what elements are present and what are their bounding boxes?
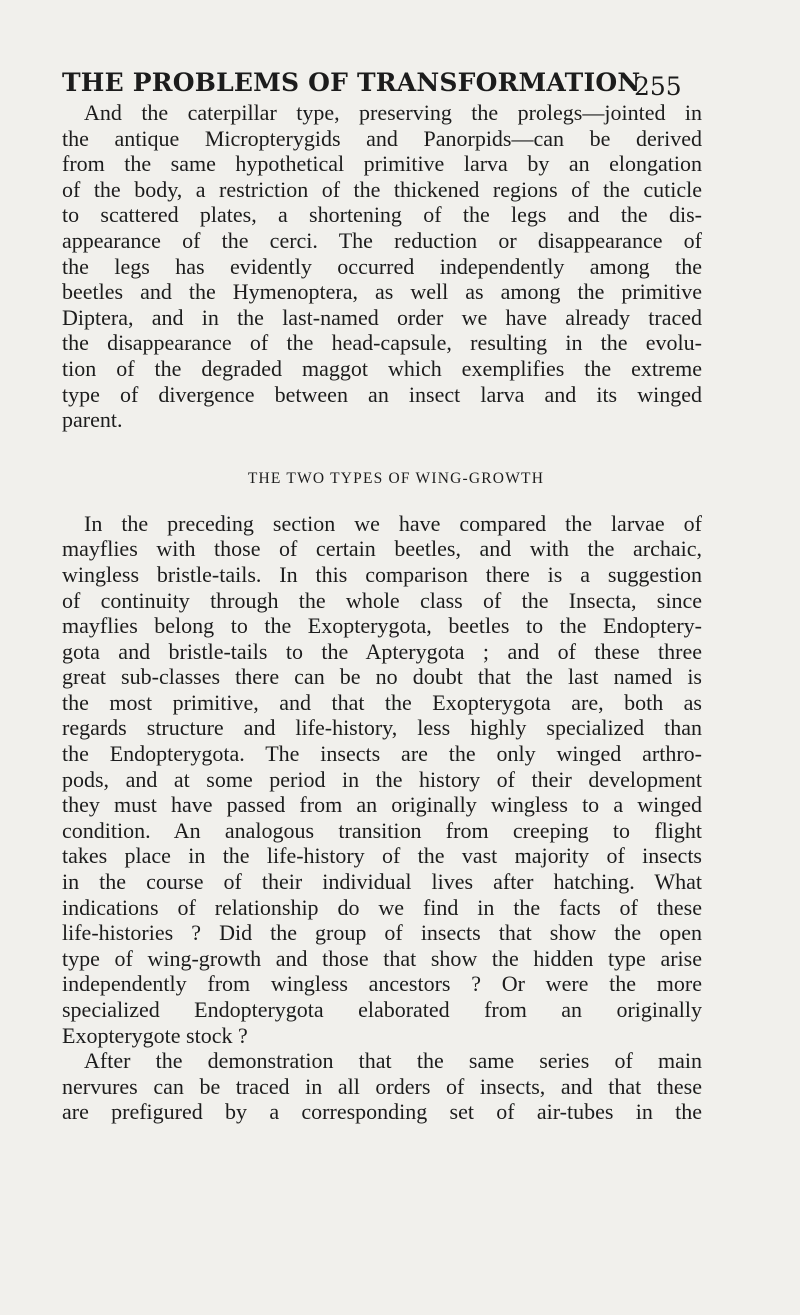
text-line: in the course of their individual lives after hatching. What	[62, 869, 702, 895]
text-line: Diptera, and in the last-named order we have already traced	[62, 304, 702, 330]
paragraph-3	[62, 1048, 702, 1125]
text-line: In the preceding section we have compared the larvae of	[84, 510, 702, 536]
text-line: to scattered plates, a shortening of the legs and the dis-	[62, 202, 702, 228]
text-line: regards structure and life-history, less highly specialized than	[62, 715, 702, 741]
text-line: nervures can be traced in all orders of insects, and that these	[62, 1073, 702, 1099]
text-line: appearance of the cerci. The reduction or disappearance of	[62, 227, 702, 253]
text-line: of the body, a restriction of the thickened regions of the cuticle	[62, 176, 702, 202]
text-line: the antique Micropterygids and Panorpids—can be derived	[62, 125, 702, 151]
text-line: are prefigured by a corresponding set of air-tubes in the	[62, 1099, 702, 1125]
text-line: independently from wingless ancestors ? Or were the more	[62, 971, 702, 997]
text-line: And the caterpillar type, preserving the prolegs—jointed in	[84, 100, 702, 125]
text-line: from the same hypothetical primitive larva by an elongation	[62, 151, 702, 177]
text-line: beetles and the Hymenoptera, as well as among the primitive	[62, 279, 702, 305]
text-line: condition. An analogous transition from creeping to flight	[62, 817, 702, 843]
text-line: the disappearance of the head-capsule, resulting in the evolu-	[62, 330, 702, 356]
paragraph-2	[62, 511, 702, 1048]
text-line: wingless bristle-tails. In this comparison there is a suggestion	[62, 561, 702, 587]
text-line: mayflies belong to the Exopterygota, beetles to the Endoptery-	[62, 613, 702, 639]
text-line: tion of the degraded maggot which exemplifies the extreme	[62, 355, 702, 381]
text-line: type of divergence between an insect larva and its winged	[62, 381, 702, 407]
text-line: the legs has evidently occurred independently among the	[62, 253, 702, 279]
text-line: life-histories ? Did the group of insects that show the open	[62, 920, 702, 946]
text-line: great sub-classes there can be no doubt that the last named is	[62, 664, 702, 690]
page-number: 255	[634, 72, 682, 101]
text-line: gota and bristle-tails to the Apterygota ; and of these three	[62, 638, 702, 664]
text-line: specialized Endopterygota elaborated from an originally	[62, 997, 702, 1022]
running-title: THE PROBLEMS OF TRANSFORMATION	[62, 68, 641, 97]
text-line: pods, and at some period in the history of their development	[62, 766, 702, 792]
text-line: the Endopterygota. The insects are the only winged arthro-	[62, 741, 702, 767]
text-line: the most primitive, and that the Exopterygota are, both as	[62, 689, 702, 715]
paragraph-1	[62, 100, 702, 433]
text-line: parent.	[62, 407, 123, 433]
text-line: Exopterygote stock ?	[62, 1022, 248, 1048]
text-line: indications of relationship do we find in the facts of these	[62, 894, 702, 920]
text-line: mayflies with those of certain beetles, and with the archaic,	[62, 536, 702, 562]
text-line: of continuity through the whole class of the Insecta, since	[62, 587, 702, 613]
text-line: they must have passed from an originally wingless to a winged	[62, 792, 702, 818]
running-header	[62, 68, 702, 102]
section-heading: THE TWO TYPES OF WING-GROWTH	[247, 469, 545, 487]
text-line: type of wing-growth and those that show the hidden type arise	[62, 945, 702, 971]
text-line: takes place in the life-history of the vast majority of insects	[62, 843, 702, 869]
body-text	[62, 100, 702, 1125]
text-line: After the demonstration that the same series of main	[84, 1048, 702, 1074]
